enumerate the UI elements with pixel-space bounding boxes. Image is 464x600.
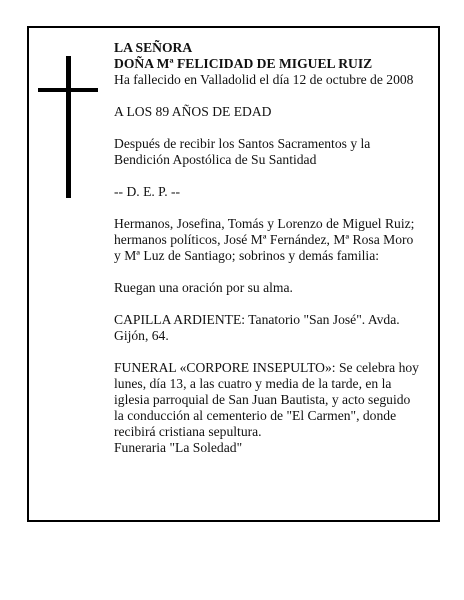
sacraments-line: Bendición Apostólica de Su Santidad bbox=[114, 152, 317, 167]
death-statement: Ha fallecido en Valladolid el día 12 de octubre de 2008 bbox=[114, 72, 414, 87]
cross-icon-arm bbox=[38, 88, 98, 92]
family-line: hermanos políticos, José Mª Fernández, Mª Rosa Moro bbox=[114, 232, 414, 247]
funeral-home: Funeraria "La Soledad" bbox=[114, 440, 243, 455]
obituary-notice bbox=[27, 26, 440, 522]
rip-line: -- D. E. P. -- bbox=[114, 184, 181, 199]
funeral-line: recibirá cristiana sepultura. bbox=[114, 424, 262, 439]
chapel-line: CAPILLA ARDIENTE: Tanatorio "San José". Avda. bbox=[114, 312, 400, 327]
funeral-line: lunes, día 13, a las cuatro y media de la tarde, en la bbox=[114, 376, 392, 391]
funeral-line: FUNERAL «CORPORE INSEPULTO»: Se celebra hoy bbox=[114, 360, 419, 375]
deceased-name: DOÑA Mª FELICIDAD DE MIGUEL RUIZ bbox=[114, 56, 373, 71]
sacraments-line: Después de recibir los Santos Sacramentos y la bbox=[114, 136, 371, 151]
obituary-text bbox=[114, 40, 440, 456]
age-statement: A LOS 89 AÑOS DE EDAD bbox=[114, 104, 272, 119]
chapel-line: Gijón, 64. bbox=[114, 328, 169, 343]
prayer-request: Ruegan una oración por su alma. bbox=[114, 280, 293, 295]
funeral-line: iglesia parroquial de San Juan Bautista, y acto seguido bbox=[114, 392, 411, 407]
family-line: y Mª Luz de Santiago; sobrinos y demás familia: bbox=[114, 248, 380, 263]
funeral-line: la conducción al cementerio de "El Carmen", donde bbox=[114, 408, 397, 423]
cross-icon bbox=[66, 56, 71, 198]
family-line: Hermanos, Josefina, Tomás y Lorenzo de Miguel Ruiz; bbox=[114, 216, 415, 231]
notice-title: LA SEÑORA bbox=[114, 40, 193, 55]
